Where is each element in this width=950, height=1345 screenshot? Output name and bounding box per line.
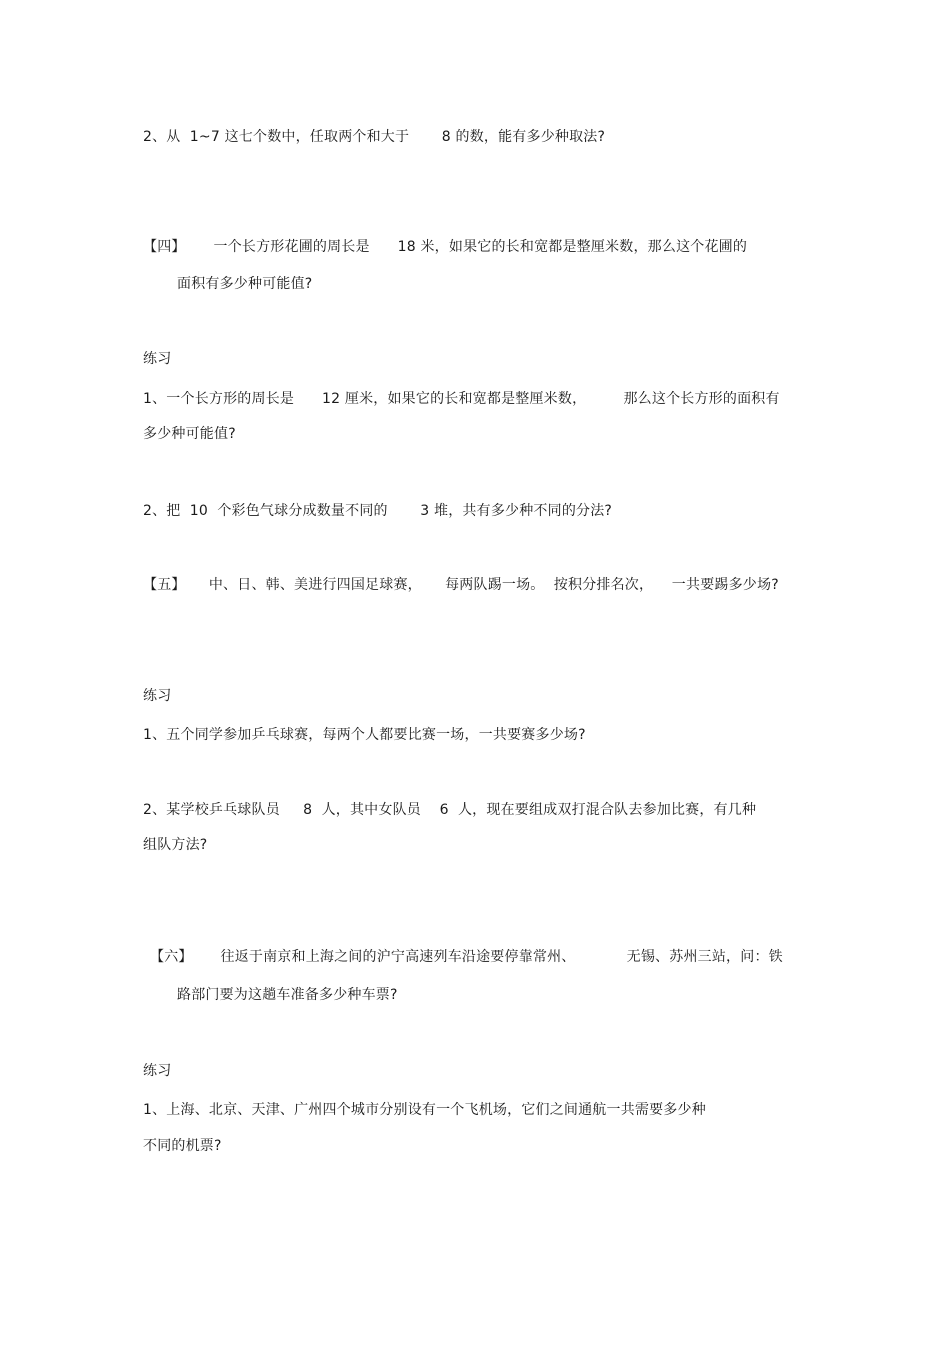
practice-3-q1-line-1: 1、上海、北京、天津、广州四个城市分别设有一个飞机场，它们之间通航一共需要多少种 xyxy=(143,1102,706,1118)
practice-heading-1: 练习 xyxy=(143,351,172,367)
practice-3-q1-line-2: 不同的机票? xyxy=(143,1138,222,1154)
problem-4-line-2: 面积有多少种可能值? xyxy=(177,276,313,292)
practice-1-q1-line-2: 多少种可能值? xyxy=(143,426,236,442)
problem-6-line-1: 【六】 往返于南京和上海之间的沪宁高速列车沿途要停靠常州、 无锡、苏州三站，问：铁 xyxy=(150,949,783,965)
practice-heading-3: 练习 xyxy=(143,1063,172,1079)
practice-1-q2-line: 2、把 10 个彩色气球分成数量不同的 3 堆，共有多少种不同的分法? xyxy=(143,503,613,519)
practice-2-q2-line-1: 2、某学校乒乓球队员 8 人，其中女队员 6 人，现在要组成双打混合队去参加比赛，有几种 xyxy=(143,802,757,818)
problem-4-line-1: 【四】 一个长方形花圃的周长是 18 米，如果它的长和宽都是整厘米数，那么这个花圃的 xyxy=(143,239,748,255)
practice-2-q1-line: 1、五个同学参加乒乓球赛，每两个人都要比赛一场，一共要赛多少场? xyxy=(143,727,586,743)
practice-1-q1-line-1: 1、一个长方形的周长是 12 厘米，如果它的长和宽都是整厘米数， 那么这个长方形的面积有 xyxy=(143,391,780,407)
practice-heading-2: 练习 xyxy=(143,688,172,704)
problem-5-line: 【五】 中、日、韩、美进行四国足球赛， 每两队踢一场。 按积分排名次， 一共要踢多少场? xyxy=(143,577,779,593)
practice-2-q2-line-2: 组队方法? xyxy=(143,837,208,853)
exercise-2-line: 2、从 1~7 这七个数中，任取两个和大于 8 的数，能有多少种取法? xyxy=(143,129,606,145)
problem-6-line-2: 路部门要为这趟车准备多少种车票? xyxy=(177,987,398,1003)
